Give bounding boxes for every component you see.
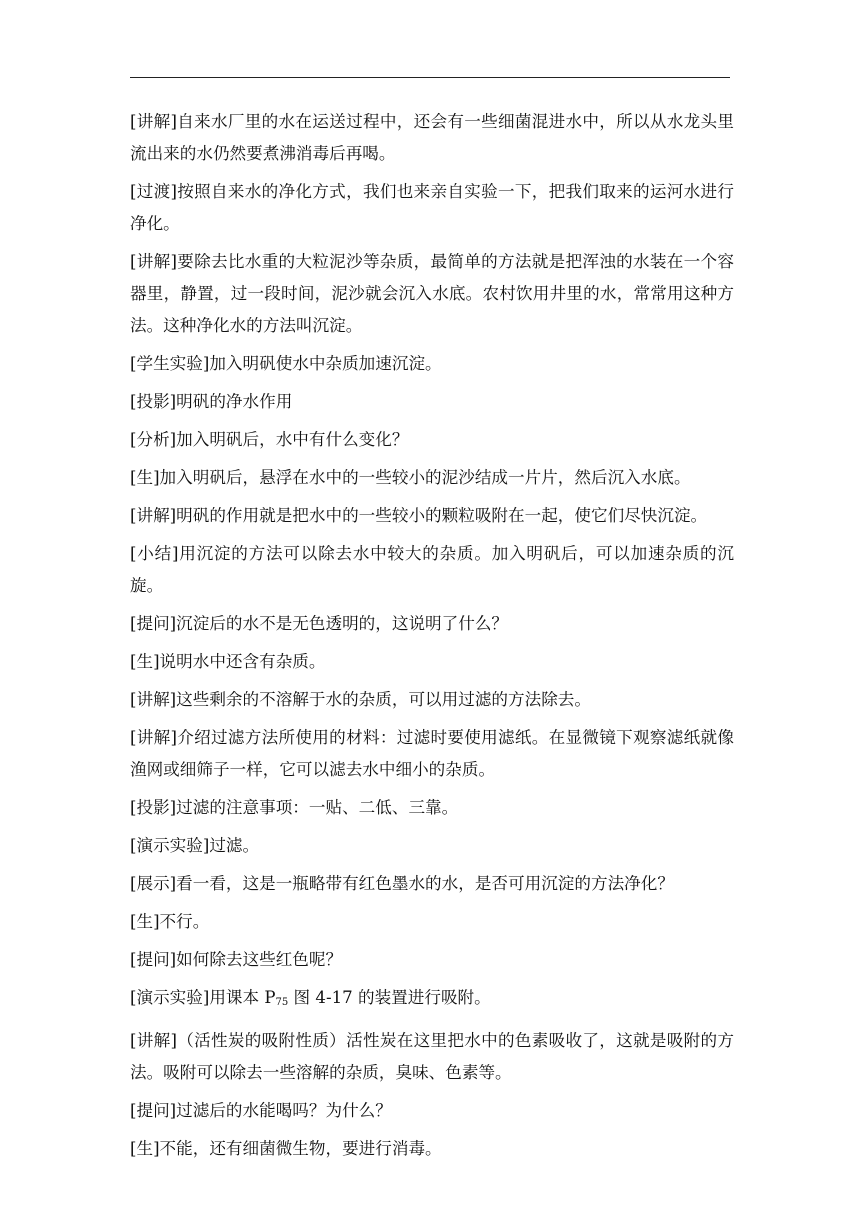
paragraph: [演示实验]过滤。 — [130, 836, 260, 855]
paragraph: [提问]沉淀后的水不是无色透明的，这说明了什么？ — [130, 614, 509, 633]
paragraph: [学生实验]加入明矾使水中杂质加速沉淀。 — [130, 354, 442, 373]
paragraph: [讲解]自来水厂里的水在运送过程中，还会有一些细菌混进水中，所以从水龙头里流出来的水仍然要煮沸消毒后再喝。 — [130, 112, 734, 163]
demo-text-after: 图 4-17 的装置进行吸附。 — [288, 988, 491, 1007]
paragraph: [展示]看一看，这是一瓶略带有红色墨水的水，是否可用沉淀的方法净化？ — [130, 874, 674, 893]
paragraph: [小结]用沉淀的方法可以除去水中较大的杂质。加入明矾后，可以加速杂质的沉旋。 — [130, 544, 734, 595]
paragraph: [讲解]明矾的作用就是把水中的一些较小的颗粒吸附在一起，使它们尽快沉淀。 — [130, 506, 708, 525]
paragraph: [投影]过滤的注意事项：一贴、二低、三靠。 — [130, 798, 459, 817]
paragraph: [生]不能，还有细菌微生物，要进行消毒。 — [130, 1139, 442, 1158]
paragraph: [讲解]介绍过滤方法所使用的材料：过滤时要使用滤纸。在显微镜下观察滤纸就像渔网或细筛子一样，它可以滤去水中细小的杂质。 — [130, 728, 734, 779]
paragraph: [生]加入明矾后，悬浮在水中的一些较小的泥沙结成一片片，然后沉入水底。 — [130, 468, 691, 487]
paragraph: [讲解]这些剩余的不溶解于水的杂质，可以用过滤的方法除去。 — [130, 690, 591, 709]
header-rule — [130, 77, 730, 78]
demo-paragraph — [130, 982, 734, 1019]
paragraph: [分析]加入明矾后，水中有什么变化？ — [130, 430, 409, 449]
paragraph: [过渡]按照自来水的净化方式，我们也来亲自实验一下，把我们取来的运河水进行净化。 — [130, 182, 734, 233]
paragraph: [讲解]（活性炭的吸附性质）活性炭在这里把水中的色素吸收了，这就是吸附的方法。吸附可以除去一些溶解的杂质，臭味、色素等。 — [130, 1031, 734, 1082]
paragraph: [生]说明水中还含有杂质。 — [130, 652, 326, 671]
paragraph: [讲解]要除去比水重的大粒泥沙等杂质，最简单的方法就是把浑浊的水装在一个容器里，静置，过一段时间，泥沙就会沉入水底。农村饮用井里的水，常常用这种方法。这种净化水的方法叫沉淀。 — [130, 252, 734, 335]
paragraph: [投影]明矾的净水作用 — [130, 392, 293, 411]
paragraph: [生]不行。 — [130, 912, 210, 931]
document-body — [130, 106, 734, 1171]
page-subscript: 75 — [275, 997, 289, 1008]
paragraph: [提问]如何除去这些红色呢？ — [130, 950, 343, 969]
paragraph: [提问]过滤后的水能喝吗？为什么？ — [130, 1101, 392, 1120]
demo-text-before: [演示实验]用课本 P — [130, 988, 276, 1007]
